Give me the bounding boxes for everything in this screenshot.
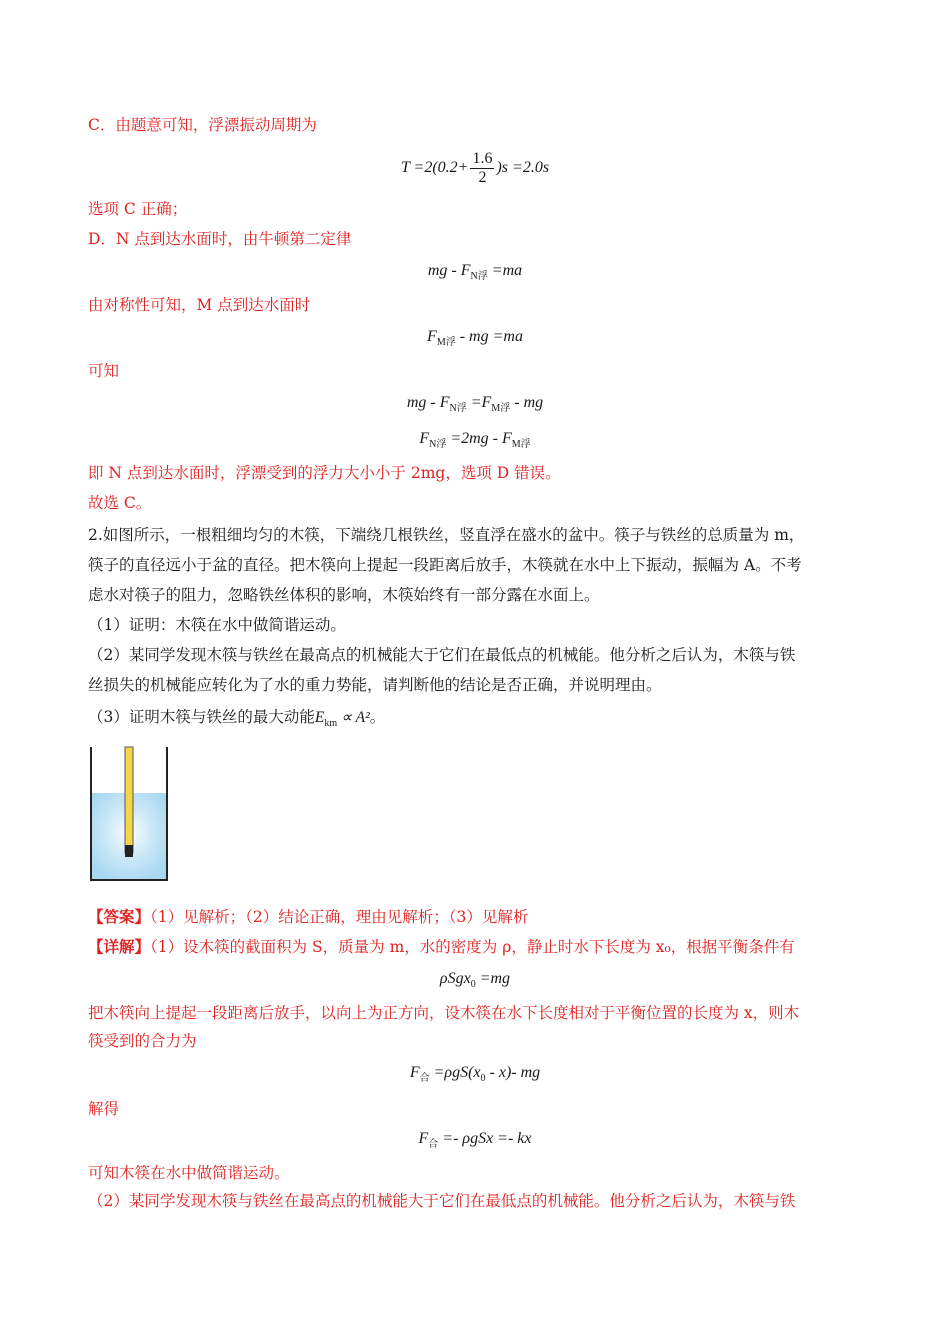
text-line: 解得 [88, 1100, 120, 1118]
text-line: 可知 [88, 362, 120, 380]
text-line: 由对称性可知，M 点到达水面时 [88, 296, 311, 314]
question-line: 丝损失的机械能应转化为了水的重力势能，请判断他的结论是否正确，并说明理由。 [88, 676, 662, 694]
chopstick [125, 747, 133, 853]
answer-line: 【答案】（1）见解析；（2）结论正确，理由见解析；（3）见解析 [88, 907, 529, 926]
text-line: 选项 C 正确； [88, 200, 188, 218]
question-line: （3）证明木筷与铁丝的最大动能$E_{km} \propto A^2$。 [88, 708, 386, 730]
question-line: （1）证明：木筷在水中做简谐运动。 [88, 616, 346, 634]
text-line: 即 N 点到达水面时，浮漂受到的浮力大小小于 2mg，选项 D 错误。 [88, 464, 561, 482]
text-line: （2）某同学发现木筷与铁丝在最高点的机械能大于它们在最低点的机械能。他分析之后认为，木筷与铁 [88, 1192, 796, 1210]
equation-shm: $F_合 =- \rho gSx$ =- kx [418, 1130, 532, 1151]
equation-result: $F_{N浮} =2mg - F_{M浮}$ [419, 430, 531, 451]
question-line: （2）某同学发现木筷与铁丝在最高点的机械能大于它们在最低点的机械能。他分析之后认为，木筷与铁 [88, 646, 796, 664]
equation-newton: mg - $F_{N浮} =ma$ [427, 262, 523, 283]
equation-combined: mg - $F_{N浮} =F_{M浮}$ - mg [406, 394, 544, 415]
text-line: 可知木筷在水中做简谐运动。 [88, 1164, 290, 1182]
text-line: 把木筷向上提起一段距离后放手，以向上为正方向，设木筷在水下长度相对于平衡位置的长度为 x，则木 [88, 1004, 800, 1022]
fraction: $\frac{1.6}{2}$ [472, 150, 493, 186]
detail-tag: 【详解】 [88, 937, 151, 956]
text-line: 筷受到的合力为 [88, 1032, 197, 1050]
iron-wire [125, 845, 133, 857]
equation-symmetry: $F_{M浮}$ - mg =ma [427, 328, 523, 349]
text-line: 故选 C。 [88, 494, 152, 512]
question-line: 虑水对筷子的阻力，忽略铁丝体积的影响，木筷始终有一部分露在水面上。 [88, 586, 600, 604]
text-line: C．由题意可知，浮漂振动周期为 [88, 116, 317, 134]
question-line: 筷子的直径远小于盆的直径。把木筷向上提起一段距离后放手，木筷就在水中上下振动，振幅为 A。不考 [88, 556, 802, 574]
equation-period: T =2(0.2+ $\frac{1.6}{2}$ )s =2.0s [400, 150, 550, 186]
equation-net-force: $F_合 =\rho gS(x_0 - x)-$ mg [409, 1064, 541, 1085]
text-line: D．N 点到达水面时，由牛顿第二定律 [88, 230, 352, 248]
beaker-figure [88, 745, 170, 883]
question-line: 2.如图所示，一根粗细均匀的木筷，下端绕几根铁丝，竖直浮在盛水的盆中。筷子与铁丝的总质量为 m， [88, 526, 805, 544]
answer-tag: 【答案】 [88, 907, 151, 926]
detail-line: 【详解】（1）设木筷的截面积为 S，质量为 m，水的密度为 ρ，静止时水下长度为 x₀，根据平衡条件有 [88, 937, 795, 956]
equation-balance: ρSgx$_0$ =mg [439, 970, 511, 991]
